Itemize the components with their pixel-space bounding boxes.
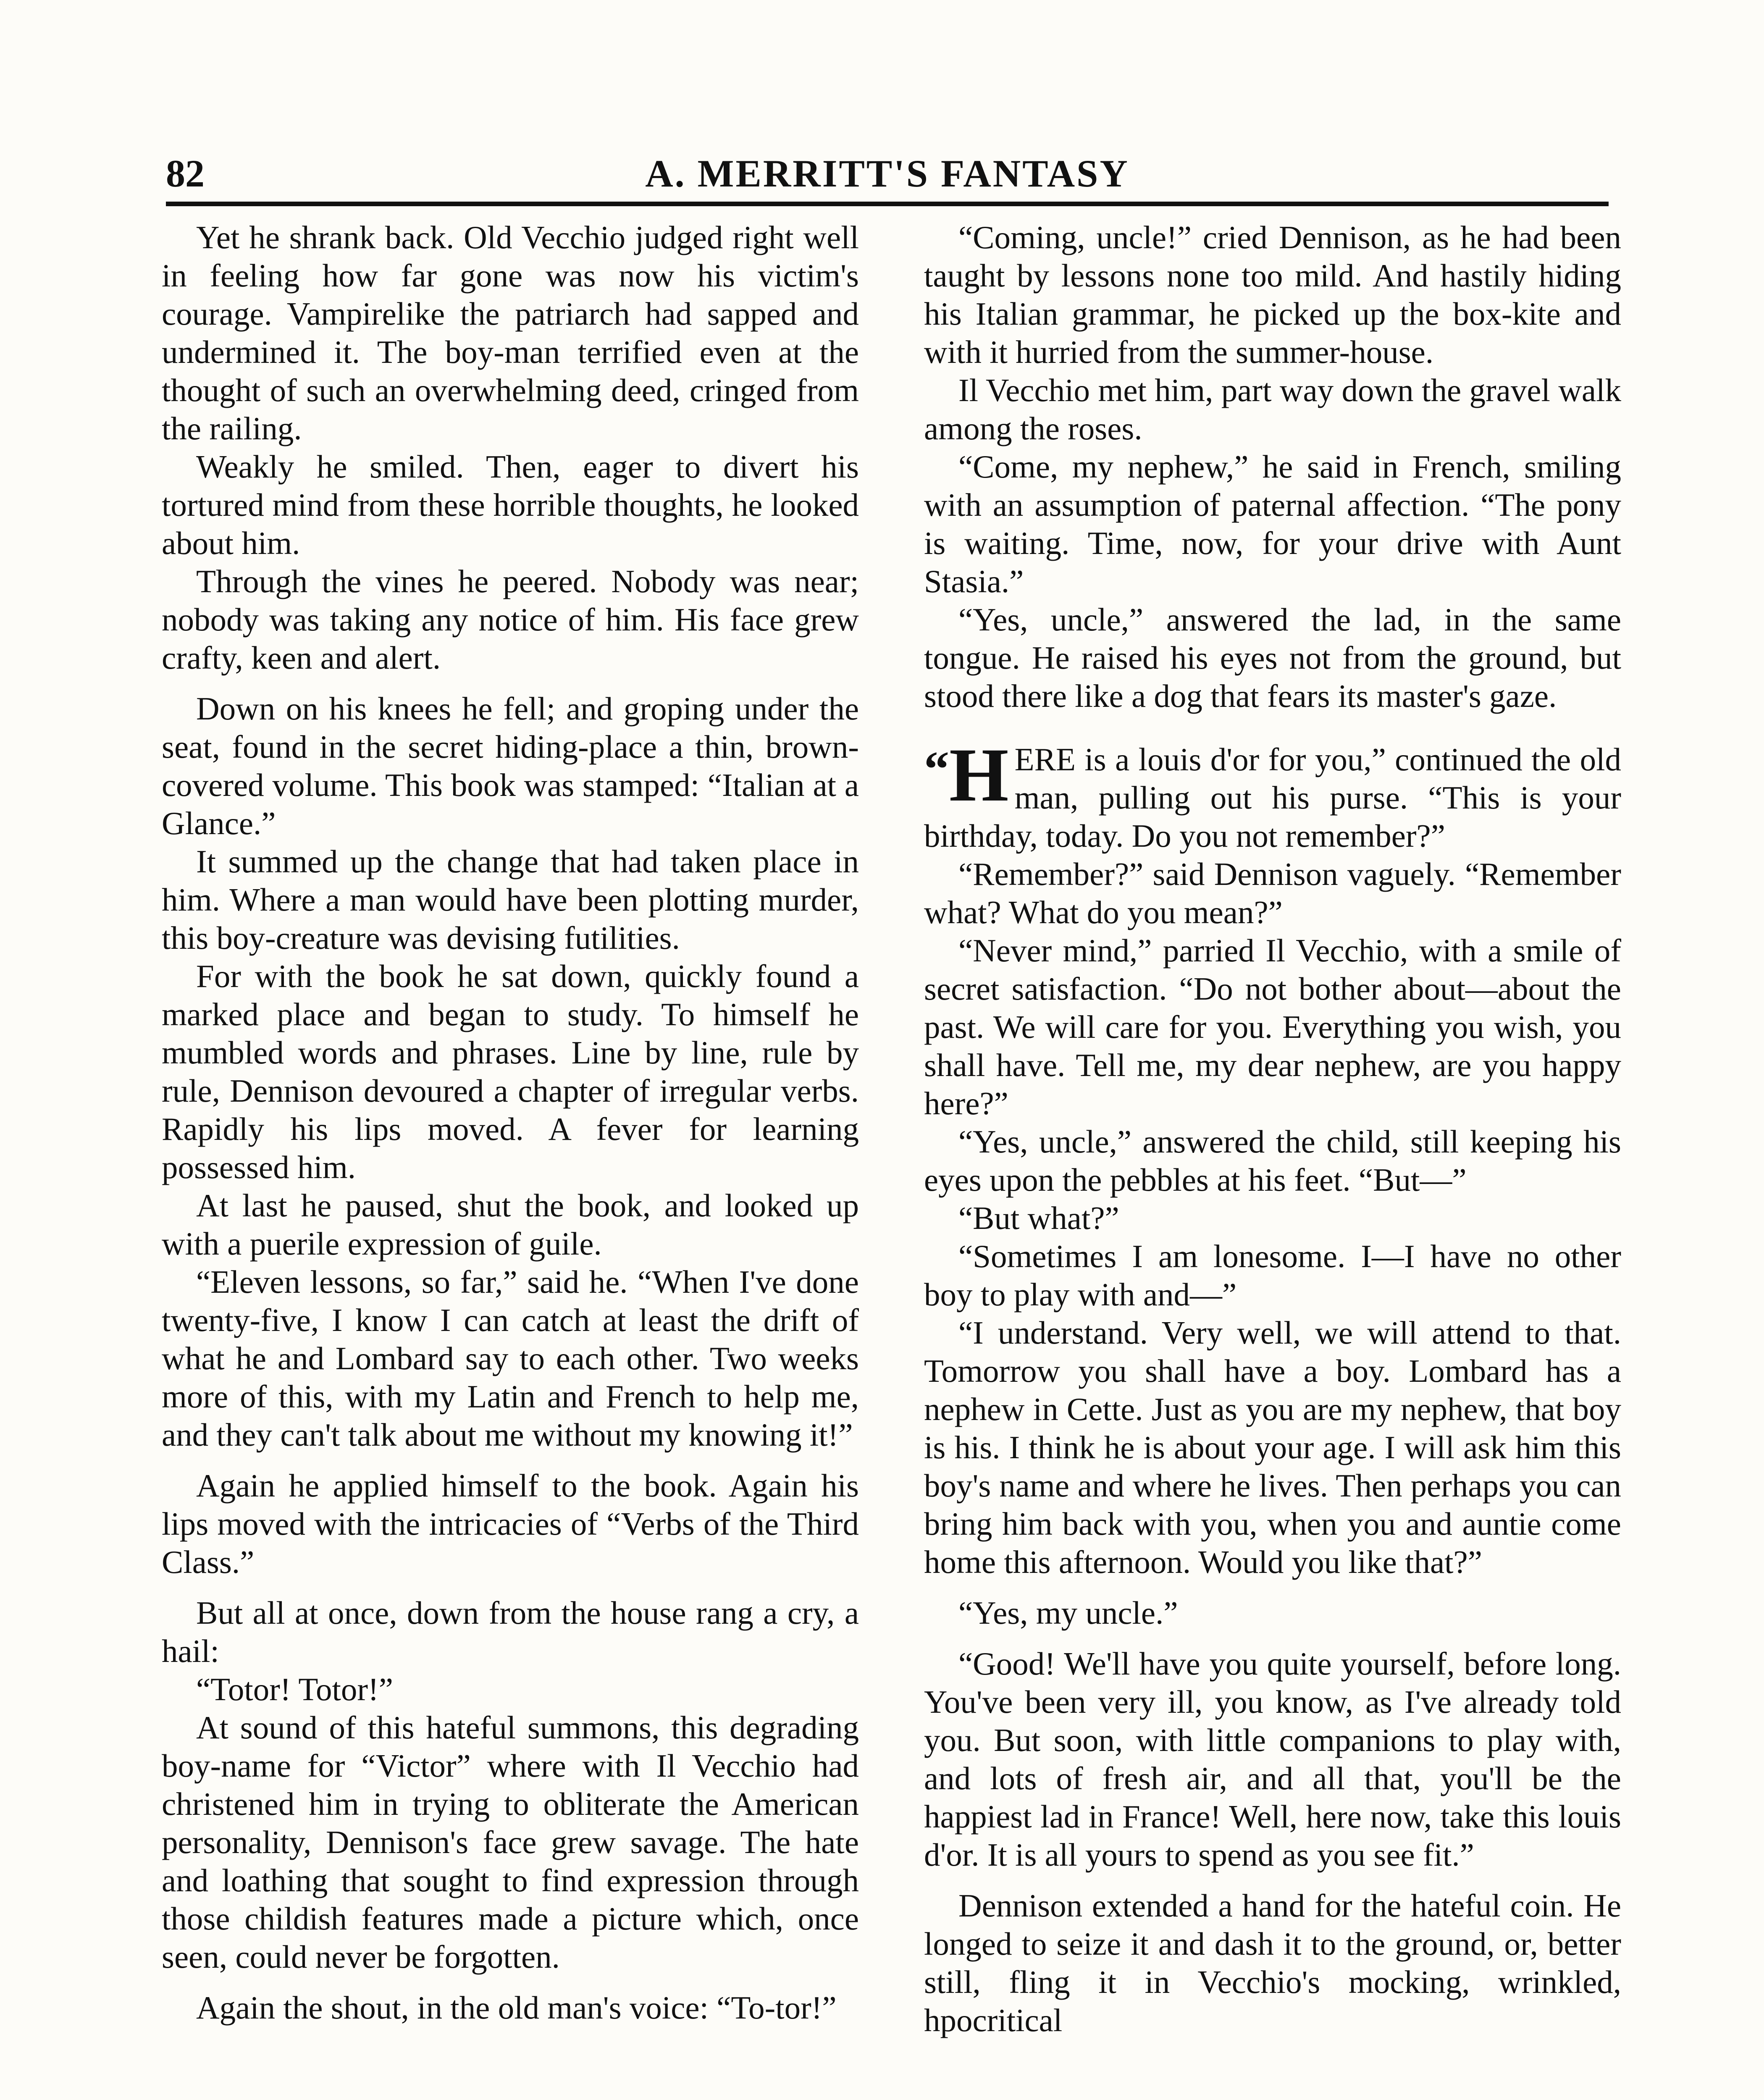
paragraph: At last he paused, shut the book, and looked up with a puerile expression of guile. [162, 1187, 859, 1262]
page-number: 82 [166, 152, 205, 195]
paragraph: “Yes, my uncle.” [958, 1595, 1178, 1631]
paragraph: “Come, my nephew,” he said in French, smiling with an assumption of paternal affection. “The pony is waiting. Time, now, for your drive with Aunt Stasia.” [924, 449, 1621, 599]
lead-text: ERE is a louis d'or for you,” continued the old man, pulling out his purse. “This is your birthday, today. Do you not remember?” [924, 741, 1621, 854]
paragraph: Weakly he smiled. Then, eager to divert his tortured mind from these horrible thoughts, he looked about him. [162, 449, 859, 561]
paragraph: “Never mind,” parried Il Vecchio, with a smile of secret satisfaction. “Do not bother about—about the past. We will care for you. Everything you wish, you shall have. Tell me, my dear nephew, are you happy here?” [924, 932, 1621, 1121]
running-title: A. MERRITT'S FANTASY [645, 152, 1129, 195]
paragraph: Il Vecchio met him, part way down the gravel walk among the roses. [924, 372, 1621, 446]
right-column [924, 218, 1621, 2040]
paragraph: “Yes, uncle,” answered the lad, in the same tongue. He raised his eyes not from the ground, but stood there like a dog that fears its master's gaze. [924, 601, 1621, 714]
drop-cap-letter: H [949, 733, 1009, 817]
left-column [162, 218, 859, 2027]
paragraph: Again he applied himself to the book. Again his lips moved with the intricacies of “Verbs of the Third Class.” [162, 1467, 859, 1580]
paragraph: At sound of this hateful summons, this degrading boy-name for “Victor” where with Il Vecchio had christened him in trying to obliterate the American personality, Dennison's face grew savage. The hate and loathing that sought to find expression through those childish features made a picture which, once seen, could never be forgotten. [162, 1709, 859, 1975]
paragraph: Yet he shrank back. Old Vecchio judged right well in feeling how far gone was now his victim's courage. Vampirelike the patriarch had sapped and undermined it. The boy-man terrified even at the thought of such an overwhelming deed, cringed from the railing. [162, 219, 859, 446]
paragraph: Through the vines he peered. Nobody was near; nobody was taking any notice of him. His face grew crafty, keen and alert. [162, 563, 859, 676]
paragraph: It summed up the change that had taken place in him. Where a man would have been plotting murder, this boy-creature was devising futilities. [162, 843, 859, 956]
paragraph: But all at once, down from the house rang a cry, a hail: [162, 1595, 859, 1669]
section-lead-paragraph [924, 733, 1621, 855]
paragraph: “Coming, uncle!” cried Dennison, as he had been taught by lessons none too mild. And hastily hiding his Italian grammar, he picked up the box-kite and with it hurried from the summer-house. [924, 219, 1621, 370]
paragraph: For with the book he sat down, quickly found a marked place and began to study. To himself he mumbled words and phrases. Line by line, rule by rule, Dennison devoured a chapter of irregular verbs. Rapidly his lips moved. A fever for learning possessed him. [162, 958, 859, 1185]
paragraph: “Good! We'll have you quite yourself, before long. You've been very ill, you know, as I've already told you. But soon, with little companions to play with, and lots of fresh air, and all that, you'll be the happiest lad in France! Well, here now, take this louis d'or. It is all yours to spend as you see fit.” [924, 1646, 1621, 1873]
paragraph: “But what?” [958, 1200, 1119, 1236]
page-header [166, 151, 1609, 202]
drop-cap-quote: “ [924, 741, 949, 797]
header-rule [166, 202, 1609, 206]
paragraph: Dennison extended a hand for the hateful coin. He longed to seize it and dash it to the ground, or, better still, fling it in Vecchio's mocking, wrinkled, hpocritical [924, 1887, 1621, 2038]
paragraph: Again the shout, in the old man's voice: “To-tor!” [196, 1990, 837, 2026]
paragraph: “I understand. Very well, we will attend to that. Tomorrow you shall have a boy. Lombard has a nephew in Cette. Just as you are my nephew, that boy is his. I think he is about your age. I will ask him this boy's name and where he lives. Then perhaps you can bring him back with you, when you and auntie come home this afternoon. Would you like that?” [924, 1315, 1621, 1580]
paragraph: “Remember?” said Dennison vaguely. “Remember what? What do you mean?” [924, 856, 1621, 930]
paragraph: “Totor! Totor!” [196, 1671, 393, 1707]
drop-cap [924, 733, 1009, 817]
paragraph: “Sometimes I am lonesome. I—I have no other boy to play with and—” [924, 1238, 1621, 1312]
paragraph: Down on his knees he fell; and groping under the seat, found in the secret hiding-place a thin, brown-covered volume. This book was stamped: “Italian at a Glance.” [162, 690, 859, 841]
paragraph: “Yes, uncle,” answered the child, still keeping his eyes upon the pebbles at his feet. “But—” [924, 1124, 1621, 1198]
paragraph: “Eleven lessons, so far,” said he. “When I've done twenty-five, I know I can catch at least the drift of what he and Lombard say to each other. Two weeks more of this, with my Latin and French to help me, and they can't talk about me without my knowing it!” [162, 1264, 859, 1453]
